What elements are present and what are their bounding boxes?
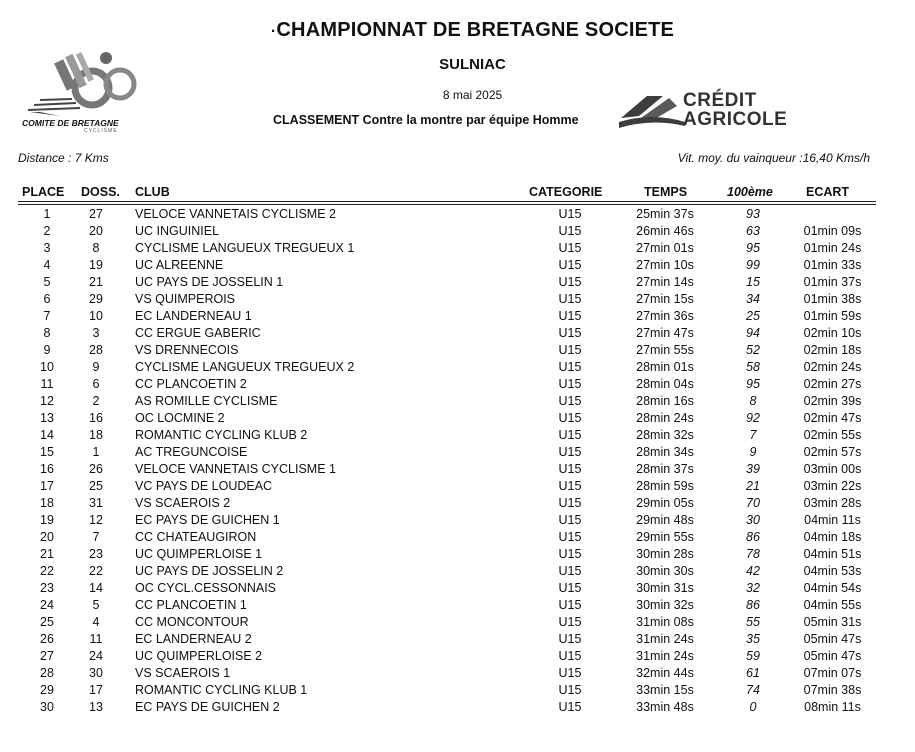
cell-place: 6	[43, 292, 51, 306]
cell-centieme: 55	[746, 615, 760, 629]
cell-categorie: U15	[558, 411, 582, 425]
cell-place: 28	[40, 666, 54, 680]
cell-doss: 3	[92, 326, 100, 340]
header-doss: DOSS.	[81, 185, 120, 199]
cell-temps: 30min 31s	[636, 581, 694, 595]
cell-temps: 30min 28s	[636, 547, 694, 561]
cell-categorie: U15	[558, 666, 582, 680]
cell-categorie: U15	[558, 309, 582, 323]
cell-centieme: 94	[746, 326, 760, 340]
cell-centieme: 32	[746, 581, 760, 595]
cell-club: CYCLISME LANGUEUX TREGUEUX 1	[135, 241, 355, 255]
page-title	[0, 19, 915, 42]
table-row	[0, 530, 915, 547]
cell-club: UC PAYS DE JOSSELIN 1	[135, 275, 284, 289]
table-row	[0, 496, 915, 513]
table-row	[0, 207, 915, 224]
cell-centieme: 52	[746, 343, 760, 357]
cell-place: 12	[40, 394, 54, 408]
cell-centieme: 7	[749, 428, 757, 442]
cell-place: 18	[40, 496, 54, 510]
header-temps: TEMPS	[644, 185, 688, 199]
cell-place: 21	[40, 547, 54, 561]
cell-temps: 29min 48s	[636, 513, 694, 527]
cell-doss: 17	[89, 683, 103, 697]
cell-categorie: U15	[558, 564, 582, 578]
cell-club: VS DRENNECOIS	[135, 343, 239, 357]
cell-ecart: 02min 10s	[803, 326, 862, 340]
cell-temps: 31min 24s	[636, 649, 694, 663]
cell-club: VC PAYS DE LOUDEAC	[135, 479, 273, 493]
table-row	[0, 394, 915, 411]
cell-temps: 33min 48s	[636, 700, 694, 714]
race-date: 8 mai 2025	[442, 88, 503, 102]
table-row	[0, 479, 915, 496]
cell-temps: 31min 08s	[636, 615, 694, 629]
header-place: PLACE	[22, 185, 65, 199]
cell-place: 3	[43, 241, 51, 255]
cell-categorie: U15	[558, 275, 582, 289]
cell-ecart: 05min 47s	[803, 649, 862, 663]
cell-place: 23	[40, 581, 54, 595]
cell-categorie: U15	[558, 343, 582, 357]
table-row	[0, 326, 915, 343]
cell-doss: 28	[89, 343, 103, 357]
table-row	[0, 700, 915, 717]
cell-place: 13	[40, 411, 54, 425]
credit-agricole-name	[683, 91, 787, 129]
cell-categorie: U15	[558, 530, 582, 544]
cell-temps: 27min 10s	[636, 258, 694, 272]
cell-club: OC LOCMINE 2	[135, 411, 225, 425]
winner-speed-info: Vit. moy. du vainqueur :16,40 Kms/h	[677, 151, 870, 165]
cell-temps: 28min 34s	[636, 445, 694, 459]
cell-temps: 31min 24s	[636, 632, 694, 646]
cell-place: 11	[40, 377, 54, 391]
cell-club: VS SCAEROIS 1	[135, 666, 231, 680]
cell-place: 10	[40, 360, 54, 374]
cell-place: 16	[40, 462, 54, 476]
cell-categorie: U15	[558, 292, 582, 306]
cell-place: 17	[40, 479, 54, 493]
table-row	[0, 360, 915, 377]
cell-ecart: 07min 07s	[803, 666, 862, 680]
table-row	[0, 275, 915, 292]
cell-doss: 22	[89, 564, 103, 578]
cell-categorie: U15	[558, 394, 582, 408]
cell-club: OC CYCL.CESSONNAIS	[135, 581, 277, 595]
table-row	[0, 445, 915, 462]
cell-place: 19	[40, 513, 54, 527]
cell-temps: 28min 04s	[636, 377, 694, 391]
cell-doss: 14	[89, 581, 103, 595]
cell-temps: 27min 01s	[636, 241, 694, 255]
race-location: SULNIAC	[439, 56, 506, 73]
cell-categorie: U15	[558, 683, 582, 697]
cell-place: 20	[40, 530, 54, 544]
cell-ecart: 01min 59s	[803, 309, 862, 323]
cell-centieme: 0	[749, 700, 757, 714]
cell-club: UC QUIMPERLOISE 1	[135, 547, 263, 561]
cell-ecart: 01min 09s	[803, 224, 862, 238]
cell-club: CC PLANCOETIN 1	[135, 598, 247, 612]
cell-centieme: 74	[746, 683, 760, 697]
cell-doss: 5	[92, 598, 100, 612]
cell-ecart: 03min 00s	[803, 462, 862, 476]
cell-ecart: 05min 47s	[803, 632, 862, 646]
cell-place: 22	[40, 564, 54, 578]
table-row	[0, 513, 915, 530]
table-row	[0, 224, 915, 241]
cell-categorie: U15	[558, 360, 582, 374]
cell-doss: 21	[89, 275, 103, 289]
table-row	[0, 462, 915, 479]
cell-doss: 25	[89, 479, 103, 493]
cell-centieme: 99	[746, 258, 760, 272]
table-row	[0, 547, 915, 564]
cell-doss: 10	[89, 309, 103, 323]
cell-categorie: U15	[558, 462, 582, 476]
table-row	[0, 309, 915, 326]
cell-temps: 29min 05s	[636, 496, 694, 510]
cell-ecart: 02min 27s	[803, 377, 862, 391]
cell-club: EC PAYS DE GUICHEN 2	[135, 700, 280, 714]
cell-temps: 29min 55s	[636, 530, 694, 544]
cell-club: UC INGUINIEL	[135, 224, 220, 238]
cell-club: VS QUIMPEROIS	[135, 292, 236, 306]
cell-centieme: 42	[746, 564, 760, 578]
cell-centieme: 78	[746, 547, 760, 561]
header-ecart: ECART	[806, 185, 850, 199]
cell-ecart: 04min 11s	[804, 513, 861, 527]
cell-doss: 18	[89, 428, 103, 442]
cell-ecart: 04min 55s	[803, 598, 862, 612]
cell-categorie: U15	[558, 598, 582, 612]
cell-club: CC ERGUE GABERIC	[135, 326, 261, 340]
table-row	[0, 241, 915, 258]
cell-categorie: U15	[558, 445, 582, 459]
cell-place: 26	[40, 632, 54, 646]
table-row	[0, 649, 915, 666]
cell-categorie: U15	[558, 377, 582, 391]
cell-ecart: 08min 11s	[804, 700, 861, 714]
cell-ecart: 01min 38s	[803, 292, 862, 306]
cell-place: 1	[43, 207, 51, 221]
cell-doss: 16	[89, 411, 103, 425]
cell-club: ROMANTIC CYCLING KLUB 1	[135, 683, 308, 697]
classement-title: CLASSEMENT Contre la montre par équipe Homme	[273, 113, 579, 127]
cell-ecart: 03min 22s	[803, 479, 862, 493]
cell-centieme: 95	[746, 241, 760, 255]
cell-place: 29	[40, 683, 54, 697]
cell-ecart: 04min 54s	[803, 581, 862, 595]
cell-ecart: 02min 24s	[803, 360, 862, 374]
cell-temps: 27min 47s	[636, 326, 694, 340]
cell-club: UC QUIMPERLOISE 2	[135, 649, 263, 663]
cell-place: 30	[40, 700, 54, 714]
cell-club: AS ROMILLE CYCLISME	[135, 394, 278, 408]
cell-centieme: 86	[746, 530, 760, 544]
table-row	[0, 666, 915, 683]
cell-categorie: U15	[558, 615, 582, 629]
cell-categorie: U15	[558, 326, 582, 340]
cell-centieme: 70	[746, 496, 760, 510]
cell-categorie: U15	[558, 224, 582, 238]
cell-categorie: U15	[558, 513, 582, 527]
cell-temps: 26min 46s	[636, 224, 694, 238]
cell-temps: 33min 15s	[636, 683, 694, 697]
cell-place: 25	[40, 615, 54, 629]
sponsor-line-2: AGRICOLE	[683, 109, 788, 130]
cell-club: CC PLANCOETIN 2	[135, 377, 247, 391]
cell-club: VS SCAEROIS 2	[135, 496, 231, 510]
cell-doss: 1	[92, 445, 100, 459]
cell-ecart: 07min 38s	[803, 683, 862, 697]
cell-centieme: 21	[746, 479, 760, 493]
cell-ecart: 04min 18s	[803, 530, 862, 544]
cell-centieme: 8	[749, 394, 757, 408]
cell-categorie: U15	[558, 700, 582, 714]
cell-place: 14	[40, 428, 54, 442]
table-row	[0, 428, 915, 445]
table-row	[0, 683, 915, 700]
cell-ecart: 02min 39s	[803, 394, 862, 408]
cell-club: UC ALREENNE	[135, 258, 224, 272]
cell-categorie: U15	[558, 428, 582, 442]
credit-agricole-logo-mark	[617, 92, 687, 132]
cell-doss: 30	[89, 666, 103, 680]
cell-club: EC PAYS DE GUICHEN 1	[135, 513, 280, 527]
cell-place: 7	[43, 309, 51, 323]
cell-club: AC TREGUNCOISE	[135, 445, 248, 459]
cell-ecart: 02min 18s	[803, 343, 862, 357]
comite-logo-text: COMITE DE BRETAGNE	[22, 118, 119, 128]
cell-club: UC PAYS DE JOSSELIN 2	[135, 564, 284, 578]
cell-centieme: 86	[746, 598, 760, 612]
header-club: CLUB	[135, 185, 170, 199]
cell-centieme: 9	[749, 445, 757, 459]
cell-categorie: U15	[558, 649, 582, 663]
table-row	[0, 411, 915, 428]
cell-centieme: 95	[746, 377, 760, 391]
comite-logo-subtext: CYCLISME	[84, 128, 118, 134]
cell-centieme: 30	[746, 513, 760, 527]
cell-centieme: 63	[746, 224, 760, 238]
cell-place: 4	[43, 258, 51, 272]
table-row	[0, 343, 915, 360]
cell-club: CC CHATEAUGIRON	[135, 530, 257, 544]
cell-temps: 28min 37s	[636, 462, 694, 476]
cell-centieme: 35	[746, 632, 760, 646]
cell-ecart: 02min 55s	[803, 428, 862, 442]
cell-temps: 28min 32s	[636, 428, 694, 442]
cell-doss: 6	[92, 377, 100, 391]
cell-ecart: 04min 53s	[803, 564, 862, 578]
cell-ecart: 01min 37s	[803, 275, 862, 289]
cell-ecart: 04min 51s	[803, 547, 862, 561]
table-row	[0, 377, 915, 394]
table-row	[0, 564, 915, 581]
cell-centieme: 92	[746, 411, 760, 425]
distance-info: Distance : 7 Kms	[18, 151, 109, 165]
cell-doss: 13	[89, 700, 103, 714]
cell-categorie: U15	[558, 241, 582, 255]
table-row	[0, 581, 915, 598]
sponsor-line-1: CRÉDIT	[683, 90, 757, 111]
cell-doss: 12	[89, 513, 103, 527]
cell-categorie: U15	[558, 547, 582, 561]
results-table-header	[18, 184, 876, 201]
cell-doss: 7	[92, 530, 100, 544]
cell-centieme: 61	[746, 666, 760, 680]
cell-temps: 25min 37s	[636, 207, 694, 221]
cell-doss: 26	[89, 462, 103, 476]
cell-club: EC LANDERNEAU 2	[135, 632, 252, 646]
cell-club: CC MONCONTOUR	[135, 615, 249, 629]
cell-club: EC LANDERNEAU 1	[135, 309, 252, 323]
cell-centieme: 58	[746, 360, 760, 374]
cell-place: 9	[43, 343, 51, 357]
cell-categorie: U15	[558, 479, 582, 493]
cell-place: 24	[40, 598, 54, 612]
title-dot: ·	[270, 23, 277, 40]
cell-centieme: 39	[746, 462, 760, 476]
cell-temps: 30min 32s	[636, 598, 694, 612]
cell-centieme: 59	[746, 649, 760, 663]
cell-club: VELOCE VANNETAIS CYCLISME 1	[135, 462, 336, 476]
table-row	[0, 258, 915, 275]
cell-ecart: 01min 33s	[803, 258, 862, 272]
cell-place: 15	[40, 445, 54, 459]
header-centieme: 100ème	[727, 185, 773, 199]
cell-club: CYCLISME LANGUEUX TREGUEUX 2	[135, 360, 355, 374]
table-row	[0, 292, 915, 309]
cell-ecart: 02min 57s	[803, 445, 862, 459]
header-rule-double	[18, 204, 876, 205]
cell-doss: 4	[92, 615, 100, 629]
results-table-body	[0, 207, 915, 717]
cell-categorie: U15	[558, 632, 582, 646]
cell-categorie: U15	[558, 207, 582, 221]
cell-doss: 9	[92, 360, 100, 374]
cell-temps: 27min 55s	[636, 343, 694, 357]
table-row	[0, 598, 915, 615]
cell-temps: 32min 44s	[636, 666, 694, 680]
cell-centieme: 25	[746, 309, 760, 323]
cell-doss: 23	[89, 547, 103, 561]
cell-temps: 28min 01s	[636, 360, 694, 374]
cell-doss: 31	[89, 496, 103, 510]
cell-doss: 8	[92, 241, 100, 255]
cell-place: 27	[40, 649, 54, 663]
cell-categorie: U15	[558, 581, 582, 595]
cell-place: 2	[43, 224, 51, 238]
header-rule	[18, 201, 876, 202]
cell-doss: 19	[89, 258, 103, 272]
cell-place: 8	[43, 326, 51, 340]
title-text: CHAMPIONNAT DE BRETAGNE SOCIETE	[276, 19, 675, 41]
cell-doss: 29	[89, 292, 103, 306]
cell-centieme: 93	[746, 207, 760, 221]
cell-doss: 11	[89, 632, 103, 646]
cell-temps: 28min 24s	[636, 411, 694, 425]
cell-doss: 24	[89, 649, 103, 663]
cell-centieme: 15	[746, 275, 760, 289]
cell-temps: 28min 59s	[636, 479, 694, 493]
cell-place: 5	[43, 275, 51, 289]
table-row	[0, 632, 915, 649]
cell-doss: 2	[92, 394, 100, 408]
cell-temps: 27min 14s	[636, 275, 694, 289]
cell-club: ROMANTIC CYCLING KLUB 2	[135, 428, 308, 442]
cell-doss: 27	[89, 207, 103, 221]
cell-temps: 28min 16s	[636, 394, 694, 408]
cell-categorie: U15	[558, 496, 582, 510]
cell-centieme: 34	[746, 292, 760, 306]
cell-ecart: 05min 31s	[803, 615, 862, 629]
cell-temps: 30min 30s	[636, 564, 694, 578]
cell-doss: 20	[89, 224, 103, 238]
table-row	[0, 615, 915, 632]
cell-categorie: U15	[558, 258, 582, 272]
cell-club: VELOCE VANNETAIS CYCLISME 2	[135, 207, 336, 221]
cell-temps: 27min 15s	[636, 292, 694, 306]
cell-ecart: 01min 24s	[803, 241, 862, 255]
cell-temps: 27min 36s	[636, 309, 694, 323]
cell-ecart: 02min 47s	[803, 411, 862, 425]
cell-ecart: 03min 28s	[803, 496, 862, 510]
header-categorie: CATEGORIE	[529, 185, 603, 199]
